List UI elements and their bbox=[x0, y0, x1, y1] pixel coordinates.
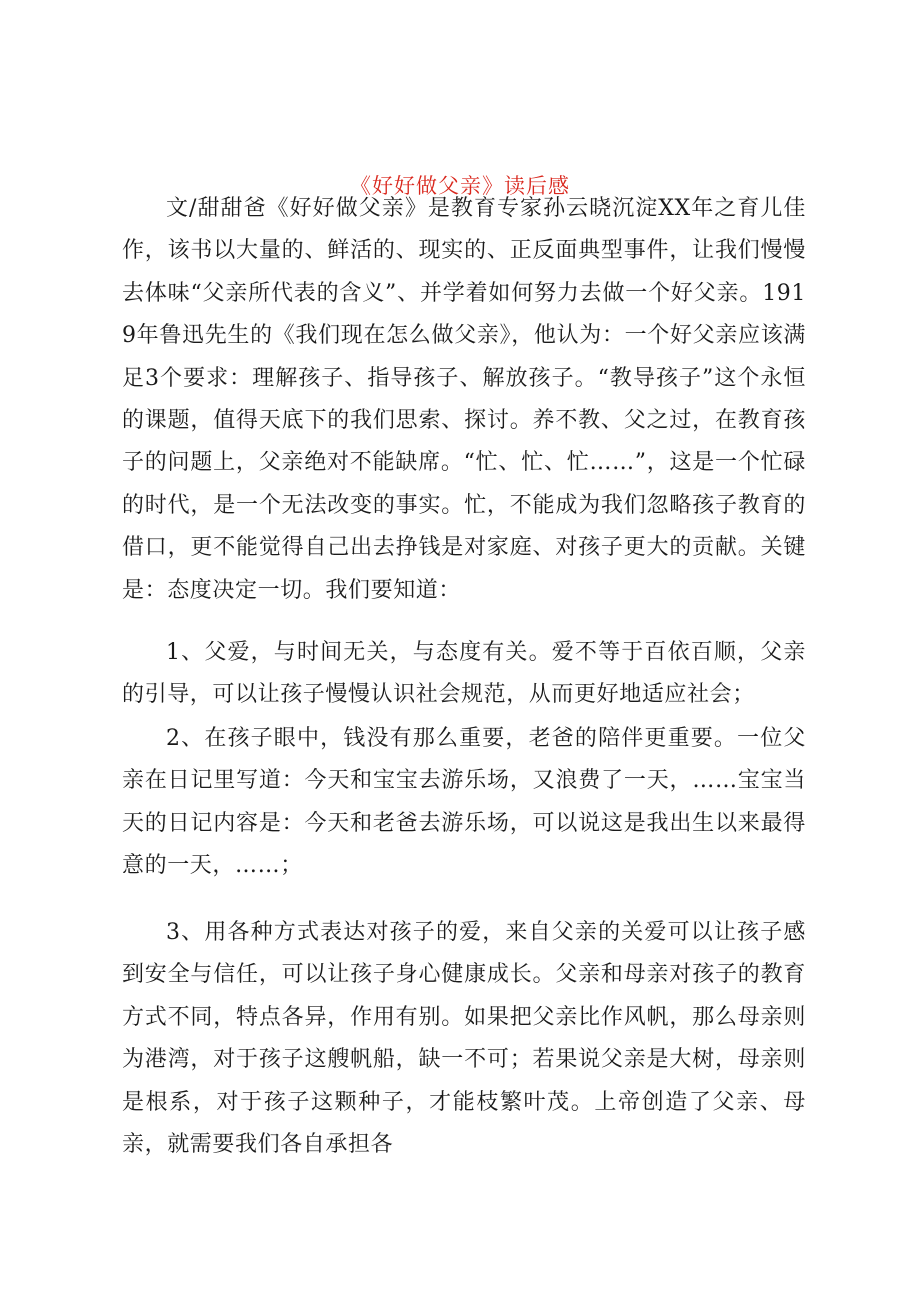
paragraph-intro: 文/甜甜爸《好好做父亲》是教育专家孙云晓沉淀XX年之育儿佳作，该书以大量的、鲜活的、现实的、正反面典型事件，让我们慢慢去体味“父亲所代表的含义”、并学着如何努力去做一个好父亲。1919年鲁迅先生的《我们现在怎么做父亲》，他认为：一个好父亲应该满足3个要求：理解孩子、指导孩子、解放孩子。“教导孩子”这个永恒的课题，值得天底下的我们思索、探讨。养不教、父之过，在教育孩子的问题上，父亲绝对不能缺席。“忙、忙、忙……”，这是一个忙碌的时代，是一个无法改变的事实。忙，不能成为我们忽略孩子教育的借口，更不能觉得自己出去挣钱是对家庭、对孩子更大的贡献。关键是：态度决定一切。我们要知道： bbox=[122, 196, 806, 603]
document-title: 《好好做父亲》读后感 bbox=[350, 174, 570, 198]
paragraph-point-2: 2、在孩子眼中，钱没有那么重要，老爸的陪伴更重要。一位父亲在日记里写道：今天和宝宝去游乐场，又浪费了一天，……宝宝当天的日记内容是：今天和老爸去游乐场，可以说这是我出生以来最得意的一天，……； bbox=[122, 726, 806, 879]
paragraph-point-1: 1、父爱，与时间无关，与态度有关。爱不等于百依百顺，父亲的引导，可以让孩子慢慢认识社会规范，从而更好地适应社会； bbox=[122, 640, 806, 708]
paragraph-point-3: 3、用各种方式表达对孩子的爱，来自父亲的关爱可以让孩子感到安全与信任，可以让孩子身心健康成长。父亲和母亲对孩子的教育方式不同，特点各异，作用有别。如果把父亲比作风帆，那么母亲则为港湾，对于孩子这艘帆船，缺一不可；若果说父亲是大树，母亲则是根系，对于孩子这颗种子，才能枝繁叶茂。上帝创造了父亲、母亲，就需要我们各自承担各 bbox=[122, 920, 806, 1158]
